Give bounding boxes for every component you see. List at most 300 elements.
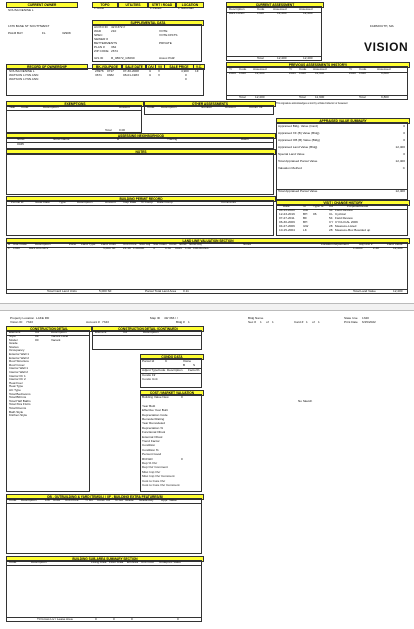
land-col: Land Type — [81, 242, 96, 246]
ownership-price: 0 — [185, 77, 187, 81]
condo-label: Parcel Id — [142, 359, 155, 363]
cont-col: Cd — [123, 330, 127, 334]
total-land-label: Total Land Value — [353, 289, 376, 293]
ownership-page: 0382 — [107, 73, 114, 77]
construction-detail-header: CONSTRUCTION DETAIL — [6, 326, 92, 332]
prev-val: 2020 — [349, 71, 356, 75]
supp-value: 42 K372 // — [111, 25, 126, 29]
prev-total-value: 12,400 — [255, 95, 265, 99]
cost-label: Cost to Cure Ovr Comment — [142, 483, 180, 487]
supp-label: BETTERMENTS — [94, 41, 118, 45]
ownership-page: 0717 — [107, 69, 114, 73]
ownership-date: 07-30-2008 — [123, 69, 139, 73]
ob-col: L/B — [45, 498, 50, 502]
construction-element: Interior Wall 2 — [9, 370, 28, 374]
previous-assessments-header: PREVIOUS ASSESSMENTS (HISTORY) — [226, 62, 410, 68]
ownership-q: U — [149, 69, 152, 73]
appraised-value-box — [276, 122, 408, 200]
visit-date: 10-15-2004 — [279, 228, 295, 232]
cost-label: Cost to Cure Ovr — [142, 478, 166, 483]
construction-element: Heat Fuel — [9, 380, 23, 385]
construction-element: Total Bedrooms — [9, 391, 31, 396]
appraised-value: 0 — [403, 131, 405, 135]
visit-purpose: Field Review — [335, 216, 353, 220]
ob-col: Grade — [125, 498, 134, 502]
cost-label: Remodel Rating — [142, 417, 165, 421]
ob-col: Code — [9, 498, 17, 502]
page-separator — [0, 303, 414, 311]
appraised-label: Appraised Bldg. Value (Card) — [278, 124, 319, 128]
construction-element: Interior Flr 1 — [9, 373, 26, 378]
prev-val: 12,400 — [255, 71, 265, 75]
condo-sub: Factor% — [188, 368, 200, 372]
nbhd-col: Nbhd Name — [53, 137, 70, 141]
appraised-label: Appraised Land Value (Bldg) — [278, 145, 318, 149]
other-assessments-table — [144, 105, 274, 115]
visit-purpose: Cyclical — [335, 212, 346, 216]
sub-col: Eff Area — [127, 560, 138, 564]
of-label: of — [266, 320, 269, 324]
other-col: Comm Int — [249, 105, 263, 109]
parcel-total: 0.11 — [183, 289, 189, 293]
account-value: 7343 — [102, 320, 109, 324]
current-owner-header: CURRENT OWNER — [6, 2, 78, 8]
sub-col: Description — [31, 560, 47, 564]
nbhd-col: Tracing — [167, 137, 178, 141]
ownership-vc: 1F — [195, 69, 199, 73]
cost-value: 0 — [181, 395, 183, 399]
supp-value: 2674 — [111, 49, 118, 53]
construction-element: Model — [9, 337, 18, 342]
visit-history-table — [276, 204, 408, 236]
prev-val: 2021 — [289, 71, 296, 75]
land-val: 1 — [8, 246, 10, 250]
prev-total-label: Total — [239, 95, 246, 99]
assess-value: 12,400 — [277, 11, 287, 15]
permit-col: Type — [59, 200, 66, 204]
prev-val: 9,800 — [381, 71, 389, 75]
prev-col: Yr — [229, 67, 233, 71]
property-location: LAKE RD — [36, 316, 50, 320]
land-col: Land Value — [387, 242, 403, 246]
vision-logo: VISION — [364, 40, 409, 54]
cost-label: Trend Factor — [142, 439, 160, 443]
cost-label: Misc Imp Ovr Comment — [142, 474, 175, 479]
visit-purpose: Measure-Box Boarded up — [335, 228, 371, 232]
vi-header: V/I — [155, 64, 165, 70]
prev-col: Code — [239, 67, 247, 71]
construction-detail-cont-table — [92, 330, 202, 350]
visit-id: WB — [303, 208, 308, 212]
state-use: 1320 — [362, 316, 369, 320]
supp-value: R_08672_G5090 — [111, 56, 135, 60]
supp-value: 210 — [111, 29, 117, 33]
prev-total-label: Total — [359, 95, 366, 99]
prev-col: Yr — [349, 67, 353, 71]
ownership-q: U — [149, 73, 152, 77]
visit-cd: CY — [329, 220, 334, 224]
assess-code: 1320 — [257, 11, 264, 15]
cost-label: Building Value New — [142, 395, 169, 399]
supp-label: WAD — [94, 29, 102, 33]
visit-date: 12-23-2016 — [279, 212, 295, 216]
construction-element: Total Half Baths — [9, 398, 31, 403]
cons-col: Element — [9, 330, 21, 334]
account-label: Account # — [86, 320, 100, 324]
condo-label: S — [193, 363, 196, 367]
condo-data-header: CONDO DATA — [140, 354, 204, 360]
visit-col: Id — [303, 204, 306, 208]
land-col: Notes — [243, 242, 252, 246]
supp-label: PLAN # — [94, 45, 105, 49]
ownership-v: V — [158, 73, 161, 77]
supp-right-label: VOTE DISTS — [159, 33, 178, 37]
supp-label: ZIP CODE — [94, 49, 109, 53]
visit-id: BH — [303, 212, 308, 216]
prev-total-label: Total — [299, 95, 306, 99]
construction-element: Exterior Wall 1 — [9, 352, 29, 356]
condo-data-table — [140, 358, 202, 388]
ownership-date: 08-01-1983 — [123, 73, 139, 77]
condo-row: Condo Flr — [142, 373, 156, 377]
prev-total-value: 11,900 — [315, 95, 325, 99]
cost-label: Percent Good — [142, 452, 162, 457]
card-of-value: 1 — [318, 320, 320, 324]
ownership-owner: WATSON LYNN ANN — [9, 77, 39, 81]
ownership-table — [6, 68, 204, 96]
construction-element: Grade — [9, 341, 18, 346]
visit-cd: 54 — [329, 208, 333, 212]
land-col: Land Units — [101, 242, 116, 246]
nbhd-col: Batch — [241, 137, 249, 141]
appraised-value: 0 — [403, 138, 405, 142]
supp-right-label: Assoc Pid# — [159, 56, 175, 60]
land-col: Site Index — [153, 242, 167, 246]
current-assessment-table — [226, 6, 322, 61]
construction-element: Bath Style — [9, 409, 24, 414]
land-col: Nbhd Adj — [189, 242, 202, 246]
permit-col: Permit Id — [11, 200, 24, 204]
bldg-value: 1 — [188, 320, 190, 324]
prev-col: Assessed — [253, 67, 267, 71]
land-val: 1.00 — [185, 246, 192, 250]
cost-label: Dep Ovr Comment — [142, 465, 168, 470]
cont-col: Element — [95, 330, 107, 334]
visit-purpose: Measure-Listed — [335, 224, 357, 228]
owner-zip: 32908 — [62, 31, 71, 35]
sub-area-header: BUILDING SUB-AREA SUMMARY SECTION — [6, 556, 204, 562]
construction-description: Vacant Land — [51, 334, 69, 338]
sub-col: Living Area — [91, 560, 107, 564]
print-date: 6/15/2022 — [362, 320, 376, 324]
visit-type: 06 — [313, 212, 317, 216]
land-col: Adj Unit P — [359, 242, 373, 246]
sec-value: 1 — [260, 320, 262, 324]
exempt-col: Amount — [119, 105, 130, 109]
visit-id: BH — [303, 220, 308, 224]
assess-total-value2: 12,400 — [303, 56, 313, 60]
map-id-label: Map ID — [150, 316, 160, 320]
visit-col: Date — [283, 204, 290, 208]
ownership-owner: WATSON LYNN ANN — [9, 73, 39, 77]
location-header: LOCATION — [176, 2, 204, 8]
cost-label: Year Built — [142, 403, 156, 408]
land-val: 100-BCALL — [193, 246, 209, 250]
sub-col: Code — [9, 560, 17, 564]
construction-element: Kitchen Style — [9, 413, 28, 418]
appraised-value: 0 — [403, 152, 405, 156]
visit-cd: CL — [329, 212, 333, 216]
sale-date-header: SALE DATE — [122, 64, 146, 70]
parcel-total-label: Parcel Total Land Area — [145, 289, 177, 293]
permit-col: Issue Date — [35, 200, 50, 204]
construction-row — [7, 414, 91, 418]
supplemental-data-box — [92, 24, 202, 62]
land-val: 1.0000 — [353, 246, 363, 250]
visit-date: 04-27-2006 — [279, 224, 295, 228]
land-total-units: 5,000 SF — [99, 289, 112, 293]
appraised-label: Total Appraised Parcel Value — [278, 159, 318, 163]
card-value: 1 — [306, 320, 308, 324]
appraised-value: 12,400 — [395, 145, 405, 149]
ob-col: Cond. Cd — [97, 498, 111, 502]
condo-label: B — [183, 363, 186, 367]
bldg-label: Bldg # — [176, 320, 185, 324]
construction-element: Total Rooms — [9, 406, 27, 410]
construction-element: Total Xtra Fixtrs — [9, 402, 31, 407]
ownership-price: 0 — [185, 73, 187, 77]
condo-sub: Adjust Type — [142, 368, 159, 372]
permit-col: Description — [77, 200, 93, 204]
construction-detail-table — [6, 330, 90, 492]
topo-header: TOPO — [92, 2, 118, 8]
other-col: Description — [161, 105, 177, 109]
construction-detail-cont-header: CONSTRUCTION DETAIL (CONTINUED) — [92, 326, 204, 332]
land-line-header: LAND LINE VALUATION SECTION — [6, 238, 410, 244]
visit-date: 07-27-2011 — [279, 216, 295, 220]
property-card-2 — [4, 314, 410, 626]
bk-vol-page-header: BK-VOL/PAGE — [92, 64, 122, 70]
permit-col: Date Comp — [157, 200, 173, 204]
appraised-label: Appraised XF (B) Value (Bldg) — [278, 131, 320, 135]
owner-city: PALM BAY — [8, 31, 24, 35]
land-total-units-label: Total Card Land Units — [47, 289, 77, 293]
land-col: Zone — [69, 242, 77, 246]
vc-header: V.C. — [193, 64, 205, 70]
construction-element: Roof Structure — [9, 359, 29, 364]
appraised-label: Total Appraised Parcel Value — [278, 189, 318, 193]
sec-label: Sec # — [248, 320, 256, 324]
prev-val: 1320 — [359, 71, 366, 75]
utilities-header: UTILITIES — [118, 2, 148, 8]
visit-col: Is — [321, 204, 324, 208]
visit-cd: 28 — [329, 224, 333, 228]
appraised-value: 0 — [403, 124, 405, 128]
sub-col: Unit Cost — [141, 560, 154, 564]
other-col: Number — [201, 105, 213, 109]
cost-label: Condition % — [142, 447, 159, 452]
prev-col: Assessed — [377, 67, 391, 71]
land-val: 0.50 — [165, 246, 172, 250]
construction-element: Style — [9, 334, 16, 338]
prev-val: 1320 — [299, 71, 306, 75]
bldg-name-label: Bldg Name — [248, 316, 264, 320]
appraised-value: 12,400 — [395, 159, 405, 163]
land-val: 0045 — [175, 246, 182, 250]
visit-col: Type — [313, 204, 320, 208]
map-id: 49/ 366 / / — [164, 316, 178, 320]
ob-col: Appr. Value — [161, 498, 177, 502]
construction-element: Exterior Wall 2 — [9, 355, 29, 360]
assessing-neighborhood-header: ASSESSING NEIGHBORHOOD — [6, 133, 276, 139]
cost-label: Dep % Ovr — [142, 461, 158, 465]
prev-col: Code — [359, 67, 367, 71]
land-col: B — [8, 242, 11, 246]
ob-col: Yr Blt — [85, 498, 93, 502]
total-land-value: 12,400 — [393, 289, 403, 293]
sub-col: Undeprec Value — [159, 560, 181, 564]
notes-box — [6, 153, 274, 195]
record-of-ownership-header: RECORD OF OWNERSHIP — [6, 64, 88, 70]
other-note: This signature acknowledges a visit by a Data Collector or Assessor — [276, 102, 348, 105]
visit-id: LK — [303, 228, 307, 232]
cost-market-table — [140, 394, 202, 492]
ob-col: Grade Adj. — [139, 498, 154, 502]
visit-cd: 54 — [329, 216, 333, 220]
cons-col: Cd — [35, 330, 39, 334]
ownership-book: 23976 — [95, 69, 104, 73]
supp-label: GIS ID — [94, 56, 104, 60]
visit-date: 04-13-2020 — [279, 208, 295, 212]
of-value: 1 — [272, 320, 274, 324]
location-value: 1 Suburban — [178, 6, 194, 10]
exempt-total-label: Total — [105, 128, 112, 132]
ob-col: % Gd — [115, 498, 123, 502]
construction-element: Interior Wall 1 — [9, 366, 28, 371]
other-col: Amount — [225, 105, 236, 109]
appraised-label: Valuation Method — [278, 166, 302, 170]
permit-col: Amount — [105, 200, 116, 204]
prev-val: 1320 — [239, 71, 246, 75]
sale-price-header: SALE PRICE — [164, 64, 194, 70]
supp-right-label: VOTE — [159, 29, 168, 33]
land-col: Use Code — [13, 242, 27, 246]
ownership-book: 3671 — [95, 73, 102, 77]
land-col: Unit Price — [123, 242, 137, 246]
assess-value2: 12,400 — [303, 11, 313, 15]
neighborhood-table — [6, 137, 274, 149]
land-val: 5,000 SF — [103, 246, 116, 250]
nbhd-col: B — [117, 137, 120, 141]
condo-row: Condo Unit — [142, 377, 158, 381]
construction-element: AC Type — [9, 388, 21, 392]
construction-element: Total Bthrms — [9, 395, 27, 400]
ob-col: Description — [21, 498, 37, 502]
other-assessments-header: OTHER ASSESSMENTS — [144, 101, 276, 107]
construction-code: 00 — [35, 337, 39, 342]
strt-road-header: STRT / ROAD — [148, 2, 176, 8]
nbhd-code: 0045 — [17, 142, 24, 146]
vision-id-label: Vision ID — [10, 320, 23, 324]
ownership-owner: SOUSA DENISE L — [9, 69, 35, 73]
exempt-total-value: 0.00 — [119, 128, 126, 132]
appraised-value: 12,400 — [395, 189, 405, 193]
condo-label: Owne — [183, 359, 192, 363]
vision-id: 7343 — [26, 320, 33, 324]
qu-header: Q/U — [146, 64, 156, 70]
cost-label: Effective Year Built — [142, 408, 168, 413]
ownership-price: 4,900 — [181, 69, 189, 73]
land-val: 12,400 — [393, 246, 403, 250]
assess-total-value: 12,400 — [277, 56, 287, 60]
topo-value: 1 Level — [94, 6, 104, 10]
cost-value: 0 — [181, 456, 183, 461]
visit-history-header: VISIT / CHANGE HISTORY — [276, 200, 410, 206]
condo-sub: Code — [158, 368, 166, 372]
prev-col: Assessed — [313, 67, 327, 71]
land-col: Size Adj — [139, 242, 151, 246]
sub-total-eff: 0 — [131, 617, 133, 621]
card-label: Card # — [294, 320, 304, 324]
assess-col-assessed: Assessed — [273, 7, 287, 11]
owner-name: SOUSA DENISE L — [8, 8, 34, 12]
construction-element: Roof Cover — [9, 362, 25, 367]
cont-col: Description — [143, 330, 159, 334]
visit-cd: 28 — [329, 228, 333, 232]
other-col: Code — [147, 105, 155, 109]
exemptions-table — [6, 105, 142, 133]
ob-col: Unit Price — [65, 498, 79, 502]
land-col: Nbhd — [179, 242, 187, 246]
supp-label: Alt Prcl ID — [94, 25, 108, 29]
ob-col: Units — [53, 498, 61, 502]
land-line-table — [6, 242, 408, 294]
assess-total-label: Total — [257, 56, 264, 60]
appraised-value-header: APPRAISED VALUE SUMMARY — [276, 118, 410, 124]
land-col: Description — [35, 242, 51, 246]
exempt-col: Year — [9, 105, 16, 109]
prev-col: Code — [299, 67, 307, 71]
land-val: 21.18 — [123, 246, 131, 250]
land-col: Cond — [169, 242, 177, 246]
ob-section-header: OB - OUTBUILDING & YARD ITEMS(L) / XF - BUILDING EXTRA FEATURES(B) — [6, 494, 204, 500]
construction-element: Stories — [9, 344, 19, 349]
assess-col-desc: Description — [229, 7, 245, 11]
supp-value: 362 — [111, 45, 117, 49]
condo-label: C — [165, 359, 168, 363]
assess-desc: RES LAND — [229, 11, 245, 15]
prev-total-value: 9,800 — [381, 95, 389, 99]
cost-label: External Obsol — [142, 434, 163, 439]
cost-label: Condition — [142, 443, 156, 448]
prev-val: 2009 — [229, 71, 236, 75]
visit-col: Purpose/Result — [347, 204, 369, 208]
owner-state: FL — [42, 31, 46, 35]
ownership-v: V — [158, 69, 161, 73]
land-col: Location Adjustment — [321, 242, 349, 246]
previous-assessments-table — [226, 66, 408, 100]
appraised-value: C — [402, 166, 405, 170]
cost-label: Depreciation Code — [142, 412, 168, 417]
notes-header: NOTES — [6, 149, 276, 155]
sub-col: Floor Area — [109, 560, 124, 564]
current-assessment-header: CURRENT ASSESSMENT — [226, 2, 324, 8]
visit-purpose: CYCLICAL 2009 — [335, 220, 358, 224]
exemptions-header: EXEMPTIONS — [6, 101, 144, 107]
land-val: 4 — [153, 246, 155, 250]
cost-market-header: COST / MARKET VALUATION — [140, 390, 204, 396]
road-value: 1 Paved — [150, 6, 162, 10]
